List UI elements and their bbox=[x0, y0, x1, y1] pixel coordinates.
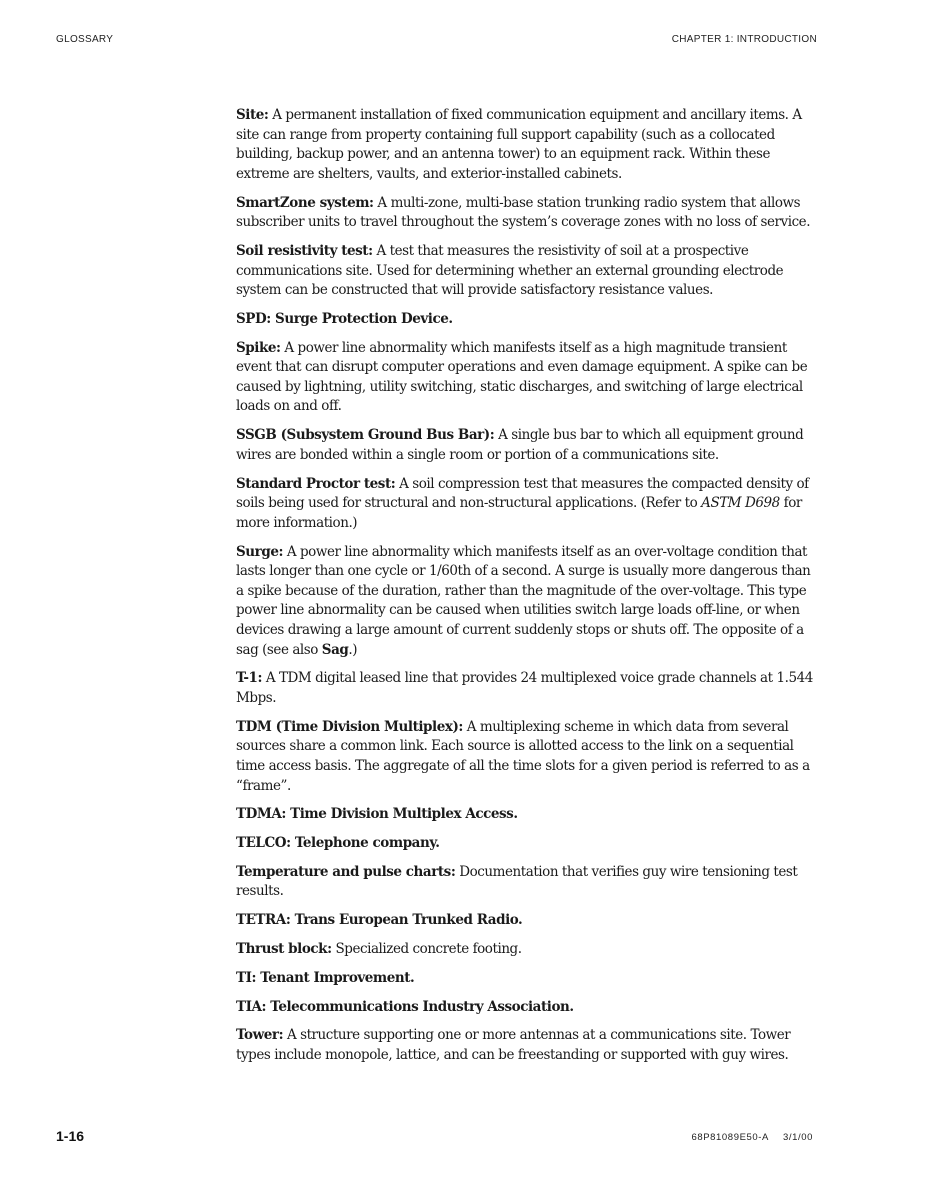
glossary-term: T-1: bbox=[236, 670, 262, 687]
glossary-definition: Documentation that verifies guy wire tensioning test results. bbox=[236, 863, 798, 900]
glossary-entry-tower bbox=[236, 1026, 818, 1065]
glossary-entry-t1 bbox=[236, 669, 818, 708]
glossary-definition: A soil compression test that measures the compacted density of soils being used for structural and non-structural applications. (Refer to bbox=[236, 475, 809, 512]
glossary-term: TELCO: Telephone company. bbox=[236, 835, 440, 852]
glossary-entry-soil-resistivity bbox=[236, 242, 818, 301]
glossary-definition: A TDM digital leased line that provides 24 multiplexed voice grade channels at 1.544 Mbps. bbox=[236, 670, 813, 706]
glossary-term: TIA: Telecommunications Industry Association. bbox=[236, 998, 574, 1015]
cross-reference: Sag bbox=[321, 641, 349, 658]
glossary-term: TI: Tenant Improvement. bbox=[236, 969, 415, 986]
glossary-term: Temperature and pulse charts: bbox=[236, 863, 456, 880]
document-number: 68P81089E50-A bbox=[691, 1132, 769, 1143]
glossary-entry-tia bbox=[236, 998, 818, 1018]
glossary-entry-tdm bbox=[236, 718, 818, 796]
glossary-entry-spd bbox=[236, 310, 818, 330]
glossary-definition: A permanent installation of fixed communication equipment and ancillary items. A site can range from property containing full support capability (such as a collocated building, backup power, and an antenna tower) to an equipment rack. Within these extreme are shelters, vaults, and exterior-installed cabinets. bbox=[236, 107, 802, 182]
glossary-term: Standard Proctor test: bbox=[236, 475, 396, 492]
glossary-term: TDMA: Time Division Multiplex Access. bbox=[236, 806, 518, 823]
glossary-term: Tower: bbox=[236, 1027, 284, 1044]
running-header-section: GLOSSARY bbox=[56, 34, 114, 45]
glossary-definition: A test that measures the resistivity of soil at a prospective communications site. Used for determining whether an external grounding electrode system can be constructed that will provide satisfactory resistance values. bbox=[236, 242, 784, 299]
glossary-entry-spike bbox=[236, 339, 818, 417]
glossary-entry-telco bbox=[236, 834, 818, 854]
glossary-term: Spike: bbox=[236, 339, 281, 356]
glossary-entry-temperature-pulse bbox=[236, 863, 818, 902]
page-number: 1-16 bbox=[56, 1128, 85, 1144]
glossary-term: Thrust block: bbox=[236, 941, 332, 957]
document-id bbox=[691, 1132, 813, 1143]
glossary-definition: A multiplexing scheme in which data from several sources share a common link. Each source is allotted access to the link on a sequential time access basis. The aggregate of all the time slots for a given period is referred to as a “frame”. bbox=[236, 718, 810, 794]
glossary-body bbox=[236, 106, 818, 1075]
glossary-term: Site: bbox=[236, 107, 269, 123]
glossary-entry-thrust-block bbox=[236, 940, 818, 960]
glossary-entry-ssgb bbox=[236, 426, 818, 465]
glossary-definition: A multi-zone, multi-base station trunking radio system that allows subscriber units to travel throughout the system’s coverage zones with no loss of service. bbox=[236, 194, 811, 231]
glossary-term: Surge: bbox=[236, 543, 283, 560]
glossary-entry-tetra bbox=[236, 911, 818, 931]
glossary-definition: Specialized concrete footing. bbox=[331, 941, 522, 957]
document-date: 3/1/00 bbox=[782, 1132, 813, 1143]
glossary-definition: A structure supporting one or more antennas at a communications site. Tower types include monopole, lattice, and can be freestanding or supported with guy wires. bbox=[236, 1027, 791, 1063]
running-header-chapter: CHAPTER 1: INTRODUCTION bbox=[671, 34, 817, 45]
glossary-term: TDM (Time Division Multiplex): bbox=[236, 718, 463, 735]
glossary-definition-end: .) bbox=[348, 641, 358, 658]
glossary-entry-tdma bbox=[236, 805, 818, 825]
glossary-term: Soil resistivity test: bbox=[236, 242, 373, 259]
glossary-definition-end: for more information.) bbox=[236, 495, 802, 531]
glossary-term: SSGB (Subsystem Ground Bus Bar): bbox=[236, 427, 495, 444]
glossary-term: SmartZone system: bbox=[236, 194, 374, 211]
glossary-entry-surge bbox=[236, 543, 818, 661]
glossary-entry-site bbox=[236, 106, 818, 184]
glossary-term: TETRA: Trans European Trunked Radio. bbox=[236, 912, 523, 929]
glossary-entry-standard-proctor bbox=[236, 475, 818, 534]
glossary-entry-smartzone bbox=[236, 194, 818, 233]
glossary-entry-ti bbox=[236, 969, 818, 989]
glossary-definition: A power line abnormality which manifests itself as a high magnitude transient event that can disrupt computer operations and even damage equipment. A spike can be caused by lightning, utility switching, static discharges, and switching of large electrical loads on and off. bbox=[236, 339, 808, 415]
standard-reference: ASTM D698 bbox=[701, 495, 780, 512]
glossary-definition: A power line abnormality which manifests itself as an over-voltage condition that lasts longer than one cycle or 1/60th of a second. A surge is usually more dangerous than a spike because of the duration, rather than the magnitude of the over-voltage. This type power line abnormality can be caused when utilities switch large loads off-line, or when devices drawing a large amount of current suddenly stops or shuts off. The opposite of a sag (see also bbox=[236, 543, 811, 658]
glossary-definition: A single bus bar to which all equipment ground wires are bonded within a single room or portion of a communications site. bbox=[236, 427, 804, 463]
glossary-term: SPD: Surge Protection Device. bbox=[236, 310, 453, 327]
